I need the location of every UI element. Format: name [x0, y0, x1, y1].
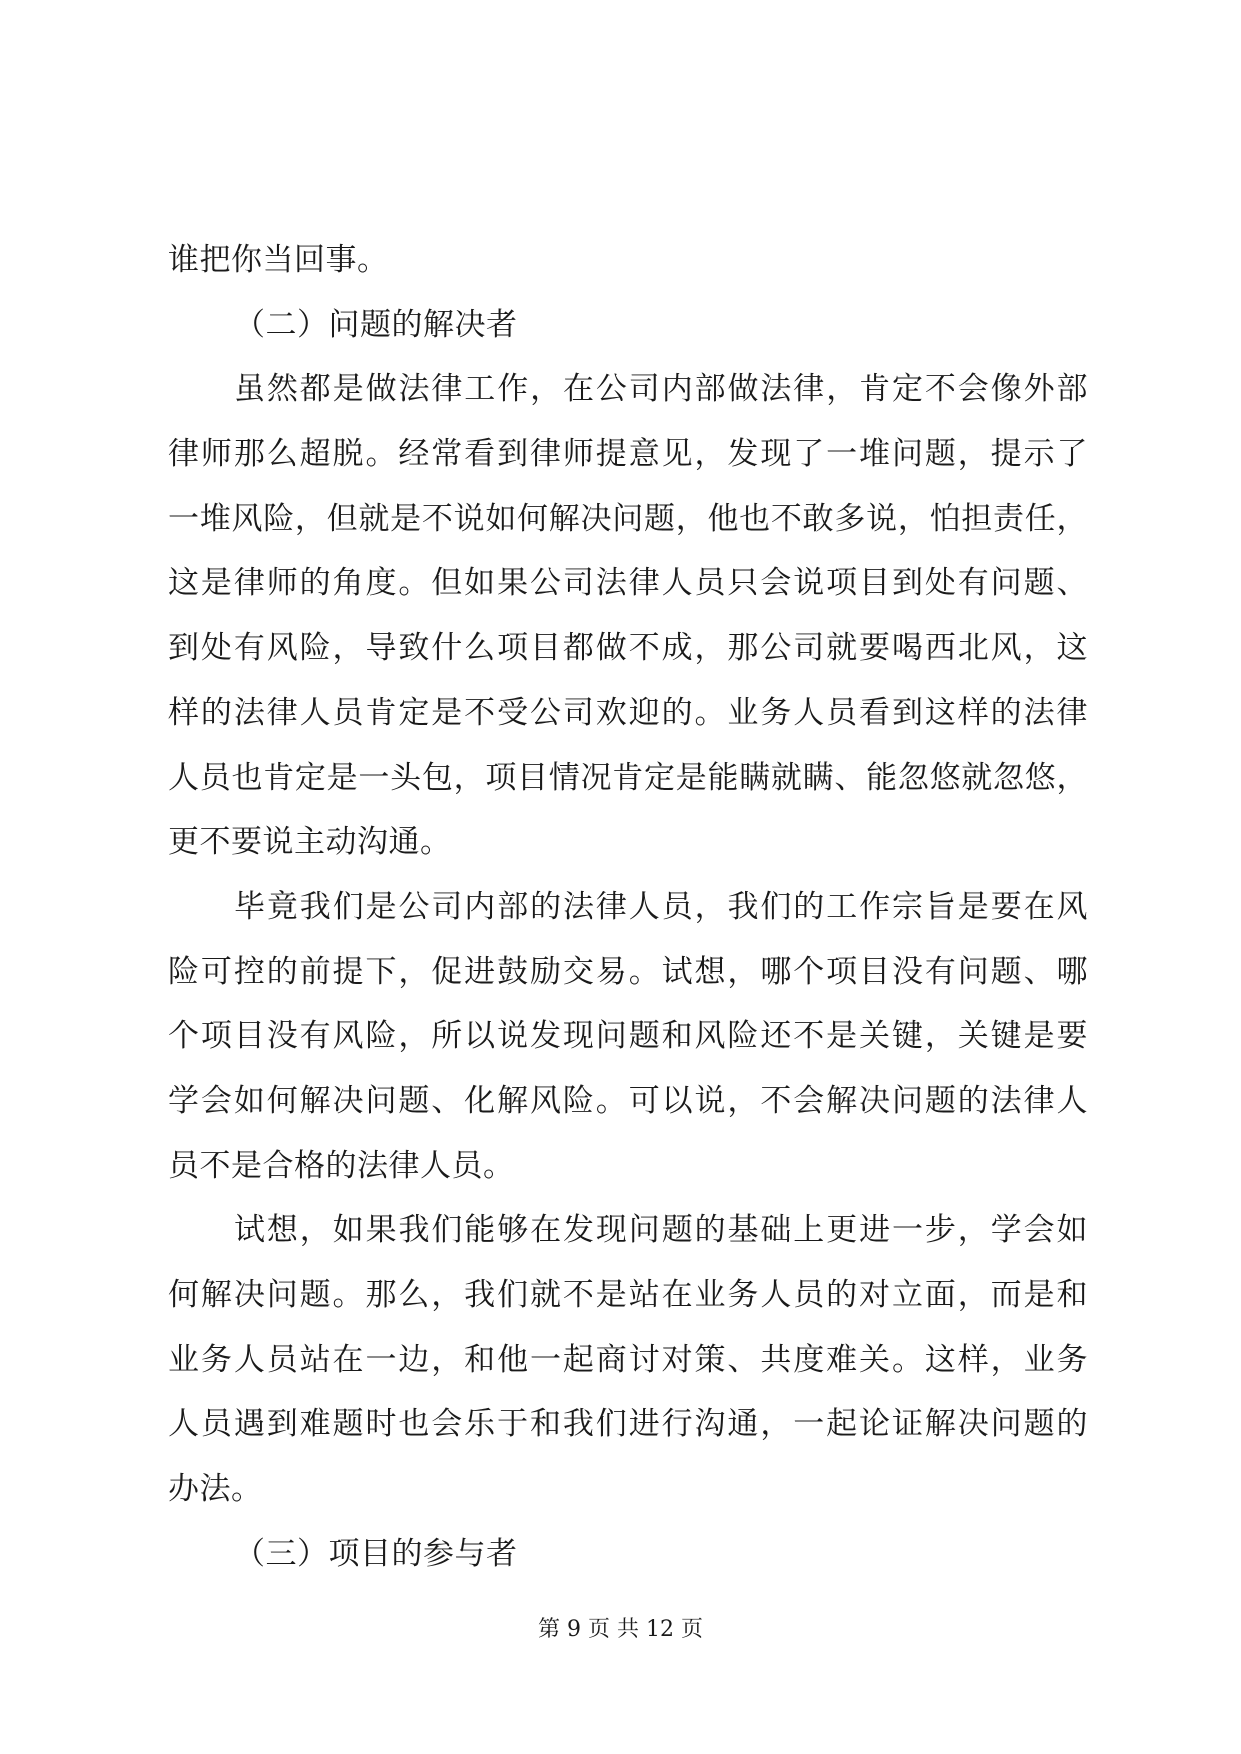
paragraph-line: 这是律师的角度。但如果公司法律人员只会说项目到处有问题、: [168, 565, 1088, 602]
paragraph-line: 人员遇到难题时也会乐于和我们进行沟通，一起论证解决问题的: [168, 1406, 1088, 1443]
paragraph-line: 办法。: [168, 1471, 263, 1508]
paragraph-line: 虽然都是做法律工作，在公司内部做法律，肯定不会像外部: [234, 371, 1088, 408]
paragraph-line: 律师那么超脱。经常看到律师提意见，发现了一堆问题，提示了: [168, 436, 1088, 473]
paragraph-line: 员不是合格的法律人员。: [168, 1147, 515, 1184]
paragraph-line: 个项目没有风险，所以说发现问题和风险还不是关键，关键是要: [168, 1018, 1088, 1055]
paragraph-line: 到处有风险，导致什么项目都做不成，那公司就要喝西北风，这: [168, 630, 1088, 667]
paragraph-line: 谁把你当回事。: [168, 242, 389, 278]
paragraph-line: 人员也肯定是一头包，项目情况肯定是能瞒就瞒、能忽悠就忽悠，: [168, 759, 1088, 796]
page-footer: 第 9 页 共 12 页: [538, 1617, 703, 1642]
paragraph-line: 一堆风险，但就是不说如何解决问题，他也不敢多说，怕担责任，: [168, 500, 1088, 537]
paragraph-line: 试想，如果我们能够在发现问题的基础上更进一步，学会如: [234, 1212, 1088, 1249]
section-heading: （三）项目的参与者: [234, 1535, 518, 1572]
paragraph-line: 业务人员站在一边，和他一起商讨对策、共度难关。这样，业务: [168, 1341, 1088, 1378]
body-text: [168, 228, 1088, 1586]
paragraph-line: 毕竟我们是公司内部的法律人员，我们的工作宗旨是要在风: [234, 888, 1088, 925]
section-heading: （二）问题的解决者: [234, 306, 518, 343]
paragraph-line: 样的法律人员肯定是不受公司欢迎的。业务人员看到这样的法律: [168, 694, 1088, 731]
paragraph-line: 何解决问题。那么，我们就不是站在业务人员的对立面，而是和: [168, 1277, 1088, 1313]
paragraph-line: 学会如何解决问题、化解风险。可以说，不会解决问题的法律人: [168, 1082, 1088, 1119]
paragraph-line: 更不要说主动沟通。: [168, 824, 452, 861]
paragraph-line: 险可控的前提下，促进鼓励交易。试想，哪个项目没有问题、哪: [168, 953, 1088, 990]
